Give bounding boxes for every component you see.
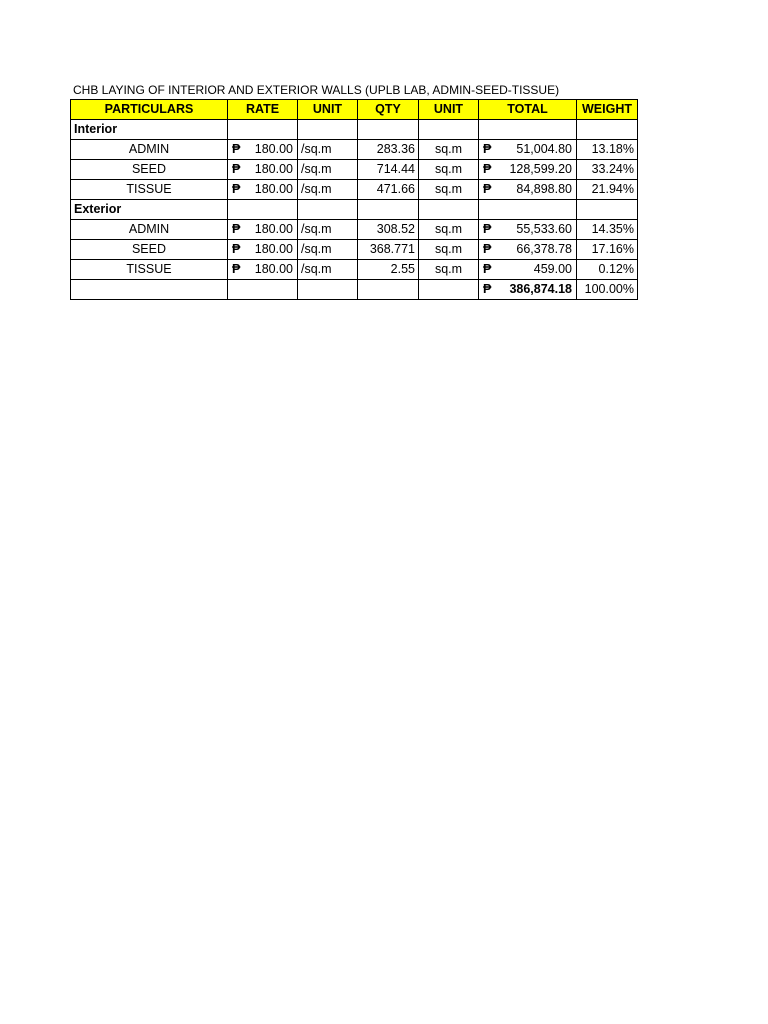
empty-cell xyxy=(358,200,419,220)
empty-cell xyxy=(479,200,577,220)
rate-cell xyxy=(228,160,298,180)
peso-sign: ₱ xyxy=(483,282,492,296)
particular-cell: TISSUE xyxy=(71,260,228,280)
empty-cell xyxy=(358,280,419,300)
spreadsheet xyxy=(70,81,638,300)
table-row xyxy=(71,240,638,260)
unit-cell: sq.m xyxy=(419,220,479,240)
rate-cell xyxy=(228,220,298,240)
peso-sign: ₱ xyxy=(232,162,241,176)
header-qty: QTY xyxy=(358,100,419,120)
header-rate: RATE xyxy=(228,100,298,120)
empty-cell xyxy=(479,120,577,140)
peso-sign: ₱ xyxy=(483,222,492,236)
section-row xyxy=(71,200,638,220)
table-row xyxy=(71,160,638,180)
particular-cell: ADMIN xyxy=(71,140,228,160)
peso-sign: ₱ xyxy=(232,142,241,156)
total-cell xyxy=(479,260,577,280)
sheet-title: CHB LAYING OF INTERIOR AND EXTERIOR WALLS (UPLB LAB, ADMIN-SEED-TISSUE) xyxy=(73,83,560,97)
rate-cell-value: 180.00 xyxy=(254,142,293,156)
table-row xyxy=(71,260,638,280)
grand-total-cell xyxy=(479,280,577,300)
rate-cell xyxy=(228,140,298,160)
total-cell-value: 55,533.60 xyxy=(516,222,572,236)
empty-cell xyxy=(228,280,298,300)
peso-sign: ₱ xyxy=(232,262,241,276)
qty-cell: 283.36 xyxy=(358,140,419,160)
header-unit: UNIT xyxy=(298,100,358,120)
unit-cell: sq.m xyxy=(419,160,479,180)
peso-sign: ₱ xyxy=(483,142,492,156)
peso-sign: ₱ xyxy=(232,182,241,196)
grand-total-cell-value: 386,874.18 xyxy=(509,282,572,296)
unit-cell: sq.m xyxy=(419,140,479,160)
particular-cell: TISSUE xyxy=(71,180,228,200)
unit-cell: sq.m xyxy=(419,180,479,200)
total-cell xyxy=(479,140,577,160)
header-unit-2: UNIT xyxy=(419,100,479,120)
qty-cell: 308.52 xyxy=(358,220,419,240)
total-cell xyxy=(479,160,577,180)
empty-cell xyxy=(577,120,638,140)
grand-total-weight: 100.00% xyxy=(577,280,638,300)
empty-cell xyxy=(298,120,358,140)
section-label: Exterior xyxy=(71,200,228,220)
rate-cell xyxy=(228,260,298,280)
grand-total-row xyxy=(71,280,638,300)
section-label: Interior xyxy=(71,120,228,140)
rate-cell-value: 180.00 xyxy=(254,242,293,256)
total-cell-value: 459.00 xyxy=(533,262,572,276)
total-cell xyxy=(479,220,577,240)
empty-cell xyxy=(228,120,298,140)
peso-sign: ₱ xyxy=(483,242,492,256)
total-cell xyxy=(479,240,577,260)
table-row xyxy=(71,180,638,200)
particular-cell: SEED xyxy=(71,240,228,260)
rate-cell xyxy=(228,240,298,260)
total-cell-value: 84,898.80 xyxy=(516,182,572,196)
empty-cell xyxy=(577,200,638,220)
peso-sign: ₱ xyxy=(483,162,492,176)
rate-unit-cell: /sq.m xyxy=(298,260,358,280)
header-row xyxy=(71,100,638,120)
weight-cell: 21.94% xyxy=(577,180,638,200)
rate-unit-cell: /sq.m xyxy=(298,160,358,180)
unit-cell: sq.m xyxy=(419,240,479,260)
empty-cell xyxy=(298,280,358,300)
rate-cell-value: 180.00 xyxy=(254,222,293,236)
rate-cell xyxy=(228,180,298,200)
cost-table xyxy=(70,99,638,300)
qty-cell: 2.55 xyxy=(358,260,419,280)
empty-cell xyxy=(419,200,479,220)
header-total: TOTAL xyxy=(479,100,577,120)
rate-unit-cell: /sq.m xyxy=(298,180,358,200)
rate-cell-value: 180.00 xyxy=(254,162,293,176)
rate-unit-cell: /sq.m xyxy=(298,140,358,160)
qty-cell: 714.44 xyxy=(358,160,419,180)
weight-cell: 13.18% xyxy=(577,140,638,160)
empty-cell xyxy=(419,280,479,300)
total-cell-value: 51,004.80 xyxy=(516,142,572,156)
total-cell-value: 128,599.20 xyxy=(509,162,572,176)
rate-unit-cell: /sq.m xyxy=(298,240,358,260)
unit-cell: sq.m xyxy=(419,260,479,280)
particular-cell: SEED xyxy=(71,160,228,180)
empty-cell xyxy=(228,200,298,220)
peso-sign: ₱ xyxy=(232,222,241,236)
qty-cell: 471.66 xyxy=(358,180,419,200)
peso-sign: ₱ xyxy=(483,182,492,196)
section-row xyxy=(71,120,638,140)
empty-cell xyxy=(298,200,358,220)
table-row xyxy=(71,140,638,160)
weight-cell: 0.12% xyxy=(577,260,638,280)
qty-cell: 368.771 xyxy=(358,240,419,260)
peso-sign: ₱ xyxy=(232,242,241,256)
empty-cell xyxy=(419,120,479,140)
total-cell-value: 66,378.78 xyxy=(516,242,572,256)
rate-cell-value: 180.00 xyxy=(254,262,293,276)
particular-cell: ADMIN xyxy=(71,220,228,240)
total-cell xyxy=(479,180,577,200)
empty-cell xyxy=(358,120,419,140)
rate-cell-value: 180.00 xyxy=(254,182,293,196)
header-particulars: PARTICULARS xyxy=(71,100,228,120)
table-row xyxy=(71,220,638,240)
peso-sign: ₱ xyxy=(483,262,492,276)
empty-cell xyxy=(71,280,228,300)
weight-cell: 14.35% xyxy=(577,220,638,240)
weight-cell: 17.16% xyxy=(577,240,638,260)
weight-cell: 33.24% xyxy=(577,160,638,180)
header-weight: WEIGHT xyxy=(577,100,638,120)
rate-unit-cell: /sq.m xyxy=(298,220,358,240)
